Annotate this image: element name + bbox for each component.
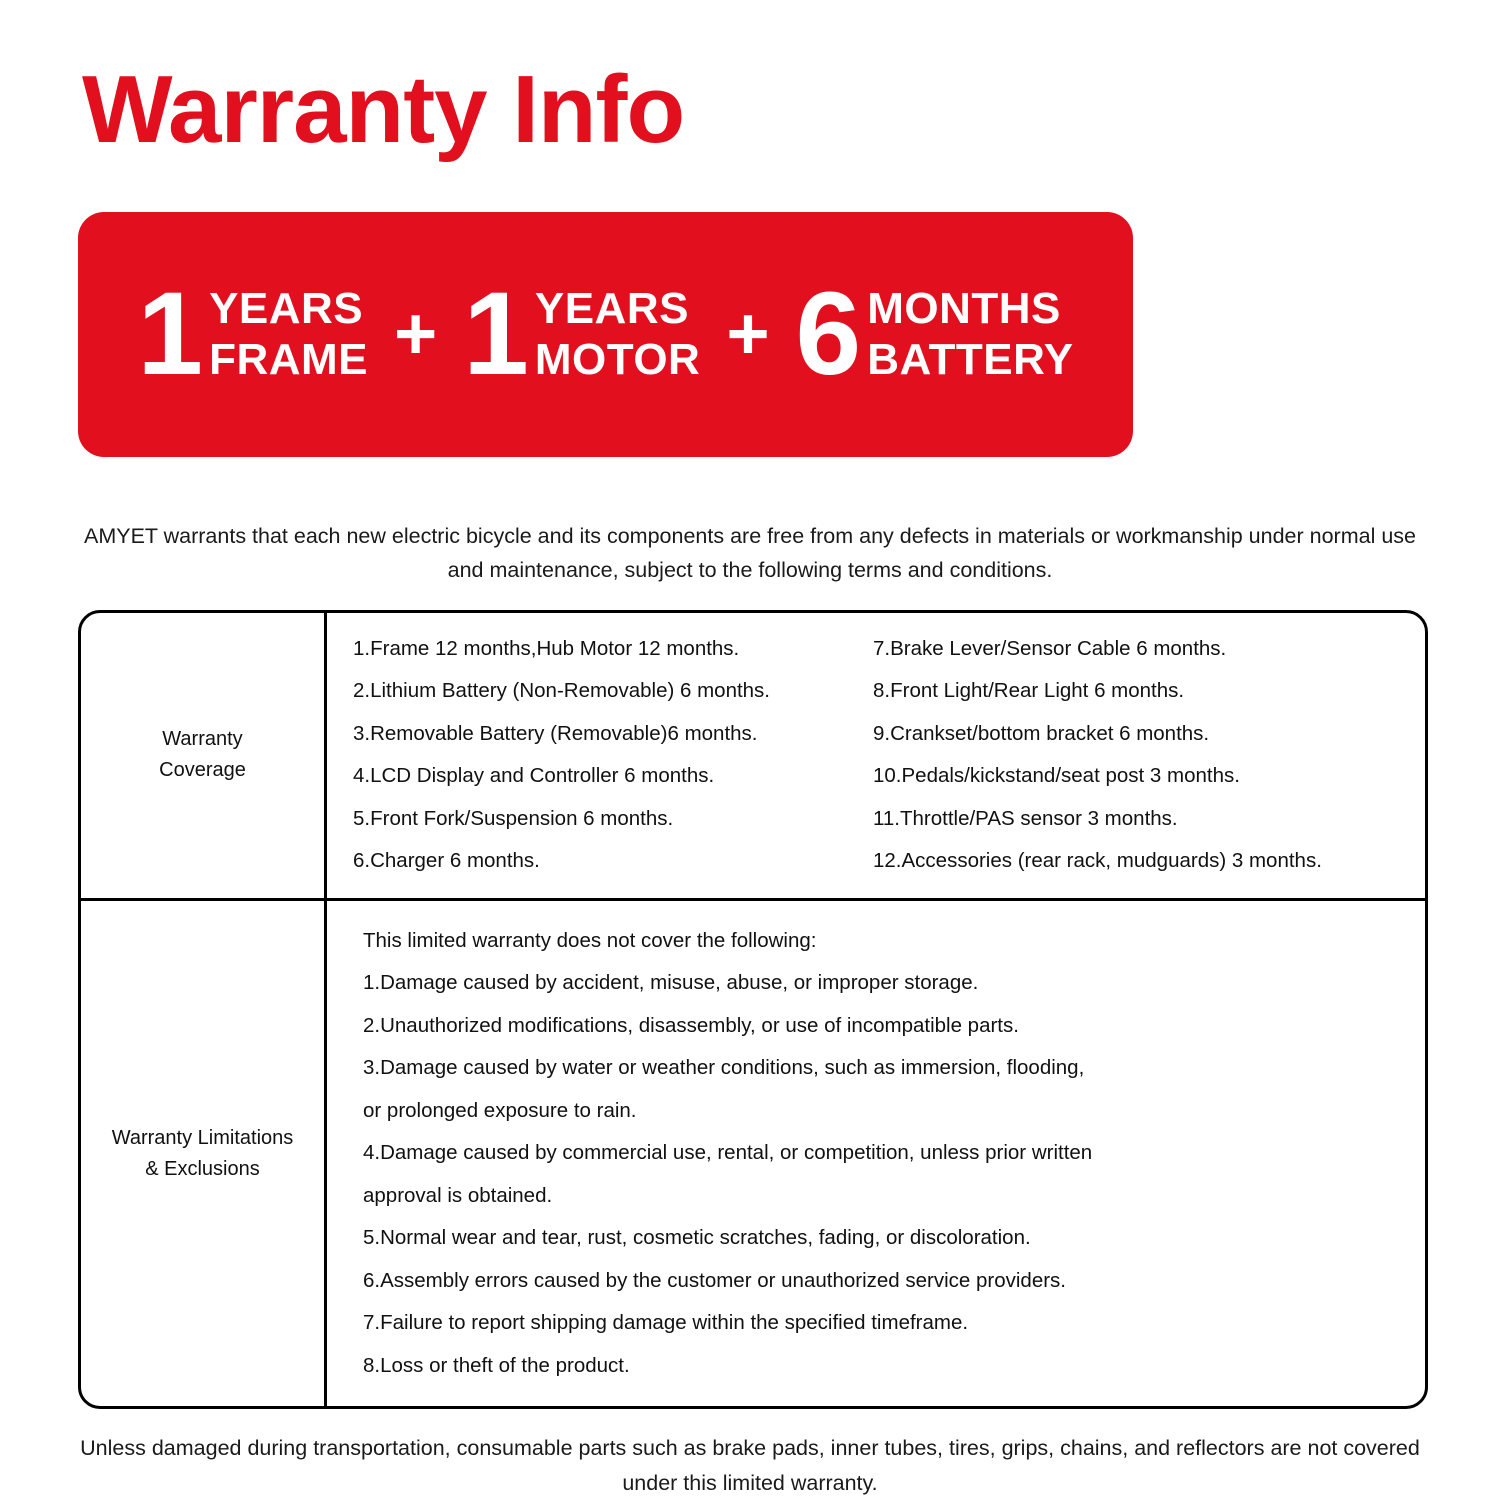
coverage-columns [353,636,1405,873]
list-item: 8.Front Light/Rear Light 6 months. [873,679,1185,703]
frame-term-part: FRAME [209,335,368,385]
table-row-coverage [81,613,1425,901]
banner-terms-group [137,268,1074,401]
limitations-lead: This limited warranty does not cover the following: [363,928,817,952]
list-item: 1.Damage caused by accident, misuse, abuse, or improper storage. [363,971,979,995]
list-item: 3.Damage caused by water or weather conditions, such as immersion, flooding, [363,1056,1085,1080]
warranty-term-battery [795,268,1074,401]
list-item: 6.Assembly errors caused by the customer or unauthorized service providers. [363,1268,1067,1292]
list-item: 4.Damage caused by commercial use, rental, or competition, unless prior written [363,1141,1093,1165]
list-item: 6.Charger 6 months. [353,849,540,873]
battery-term-unit: MONTHS [867,283,1061,333]
list-item-continuation: approval is obtained. [363,1183,553,1207]
plus-icon-2: + [726,292,770,376]
list-item-continuation: or prolonged exposure to rain. [363,1098,637,1122]
limitations-content-cell [327,901,1425,1407]
motor-term-number: 1 [463,268,529,401]
limitations-label-line2: & Exclusions [145,1157,260,1180]
list-item: 2.Lithium Battery (Non-Removable) 6 months. [353,679,771,703]
coverage-label-cell [81,613,327,898]
coverage-content-cell [327,613,1425,898]
page-title: Warranty Info [82,56,685,163]
list-item: 7.Failure to report shipping damage within the specified timeframe. [363,1311,969,1335]
list-item: 3.Removable Battery (Removable)6 months. [353,721,758,745]
warranty-term-motor [463,268,701,401]
plus-icon-1: + [394,292,438,376]
motor-term-part: MOTOR [534,335,701,385]
limitations-label-cell [81,901,327,1407]
frame-term-text [209,283,368,387]
list-item: 10.Pedals/kickstand/seat post 3 months. [873,764,1240,788]
motor-term-text [535,283,700,387]
motor-term-unit: YEARS [534,283,689,333]
coverage-label-line2: Coverage [159,759,246,782]
warranty-term-frame [137,268,368,401]
battery-term-number: 6 [795,268,862,401]
frame-term-number: 1 [137,268,204,401]
intro-paragraph: AMYET warrants that each new electric bicycle and its components are free from any defects in materials or workmanship under normal use and maintenance, subject to the following terms and conditions. [83,524,1416,583]
list-item: 2.Unauthorized modifications, disassembly, or use of incompatible parts. [363,1013,1019,1037]
table-row-limitations [81,901,1425,1407]
list-item: 5.Front Fork/Suspension 6 months. [353,806,674,830]
battery-term-part: BATTERY [867,335,1074,385]
coverage-column-right [873,636,1405,873]
frame-term-unit: YEARS [209,283,364,333]
coverage-label-line1: Warranty [162,728,243,751]
battery-term-text [867,283,1073,387]
list-item: 8.Loss or theft of the product. [363,1353,630,1377]
warranty-terms-banner [78,212,1133,457]
list-item: 4.LCD Display and Controller 6 months. [353,764,715,788]
list-item: 9.Crankset/bottom bracket 6 months. [873,721,1210,745]
coverage-column-left [353,636,873,873]
limitations-label-line1: Warranty Limitations [111,1126,294,1149]
list-item: 7.Brake Lever/Sensor Cable 6 months. [873,636,1227,660]
list-item: 12.Accessories (rear rack, mudguards) 3 months. [873,849,1322,873]
list-item: 1.Frame 12 months,Hub Motor 12 months. [353,636,740,660]
footer-note: Unless damaged during transportation, consumable parts such as brake pads, inner tubes, tires, grips, chains, and reflectors are not covered under this limited warranty. [80,1436,1420,1496]
warranty-table [78,610,1428,1410]
list-item: 11.Throttle/PAS sensor 3 months. [873,806,1178,830]
list-item: 5.Normal wear and tear, rust, cosmetic scratches, fading, or discoloration. [363,1226,1031,1250]
